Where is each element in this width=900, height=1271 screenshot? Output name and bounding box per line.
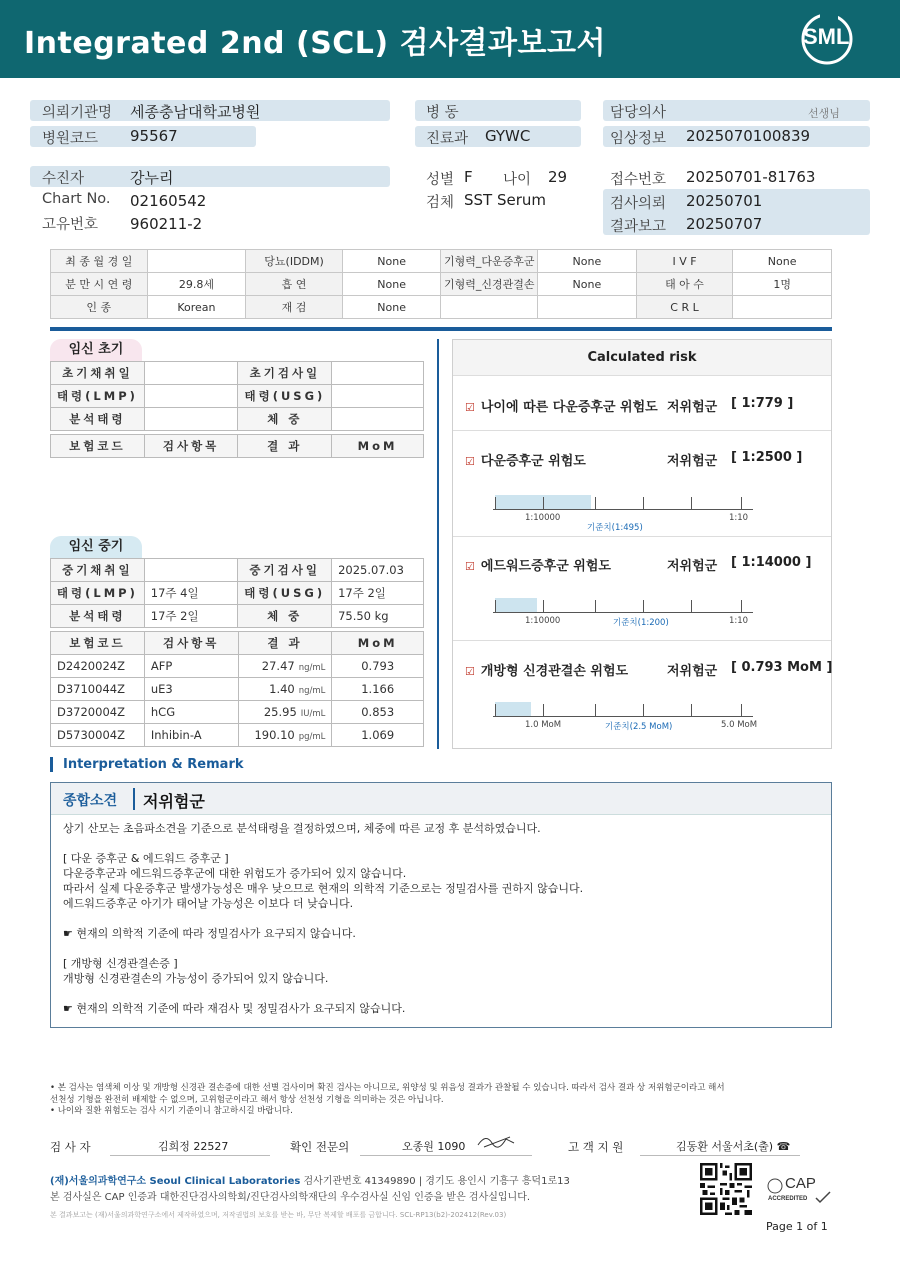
table-cell: 초기채취일 — [51, 362, 145, 385]
ward-label: 병 동 — [426, 105, 459, 121]
risk-grade: 저위험군 — [667, 454, 718, 469]
table-cell: 분석태령 — [51, 605, 145, 628]
table-cell: 75.50 kg — [332, 605, 424, 628]
mid-results-table — [50, 631, 424, 747]
table-cell: 초기검사일 — [238, 362, 332, 385]
summary-label: 종합소견 — [63, 793, 118, 809]
table-cell: 흡 연 — [246, 273, 343, 296]
scale-label-left: 1:10000 — [525, 513, 561, 523]
table-row — [51, 296, 832, 319]
result-unit: ng/mL — [298, 663, 326, 673]
scale-tick — [595, 600, 596, 612]
scale-reference: 기준치(2.5 MoM) — [605, 722, 673, 732]
risk-name: 에드워드증후군 위험도 — [480, 559, 611, 574]
patient-label: 수진자 — [42, 171, 85, 187]
table-row — [51, 408, 424, 431]
institution-label: 의뢰기관명 — [42, 105, 113, 121]
risk-title: Calculated risk — [453, 340, 831, 376]
table-row — [51, 582, 424, 605]
risk-name: 개방형 신경관결손 위험도 — [480, 664, 629, 679]
table-row — [51, 385, 424, 408]
patient-value: 강누리 — [130, 169, 174, 187]
table-cell — [144, 408, 238, 431]
risk-grade: 저위험군 — [667, 664, 718, 679]
age-value: 29 — [548, 168, 568, 186]
result-value: 1.40 — [269, 682, 295, 696]
scale-label-right: 1:10 — [729, 616, 749, 626]
risk-name: 나이에 따른 다운증후군 위험도 — [480, 400, 658, 415]
copyright-text: 본 결과보고는 (재)서울의과학연구소에서 제작하였으며, 저작권법의 보호를 받는 바, 무단 복제할 배포를 금합니다. SCL-RP13(b2)-202412(Rev.03) — [50, 1211, 507, 1219]
lab-name: (재)서울의과학연구소 Seoul Clinical Laboratories — [50, 1176, 301, 1187]
table-cell: 기형력_신경관결손 — [441, 273, 538, 296]
table-cell — [144, 362, 238, 385]
signature-line — [110, 1155, 270, 1156]
risk-bar — [495, 598, 537, 612]
note-line: • 본 검사는 염색체 이상 및 개방형 신경관 결손증에 대한 선별 검사이며 확진 검사는 아니므로, 위양성 및 위음성 결과가 관찰될 수 있습니다. 따라서 검사 결과 상 저위험군이라고 해서 — [50, 1083, 725, 1093]
summary-value: 저위험군 — [143, 792, 205, 811]
chart-value: 02160542 — [130, 192, 207, 210]
risk-item-edwards — [465, 555, 611, 574]
age-label: 나이 — [503, 172, 532, 188]
specimen-label: 검체 — [426, 195, 455, 211]
risk-scale-ntd — [493, 702, 773, 742]
table-header: 보험코드 — [51, 632, 145, 655]
table-header: 보험코드 — [51, 435, 145, 458]
early-info-table — [50, 361, 424, 431]
signature-line — [360, 1155, 532, 1156]
table-cell: 0.793 — [332, 655, 424, 678]
table-cell: 인 종 — [51, 296, 148, 319]
disclaimer-notes — [50, 1083, 832, 1118]
scale-label-left: 1.0 MoM — [525, 720, 562, 730]
table-cell: 17주 4일 — [144, 582, 238, 605]
table-cell: 29.8세 — [147, 273, 246, 296]
scale-tick — [643, 497, 644, 509]
support-label: 고 객 지 원 — [568, 1140, 624, 1154]
table-cell: Korean — [147, 296, 246, 319]
dept-label: 진료과 — [426, 131, 469, 147]
risk-scale-edwards — [493, 598, 773, 638]
table-cell: 태 아 수 — [636, 273, 733, 296]
hospital-code-label: 병원코드 — [42, 131, 99, 147]
doctor-label: 담당의사 — [610, 105, 667, 121]
interpretation-box — [50, 782, 832, 1028]
table-cell: None — [733, 250, 832, 273]
result-unit: IU/mL — [300, 709, 326, 719]
risk-value: [ 1:14000 ] — [731, 555, 812, 570]
checkbox-icon: ☑ — [465, 560, 475, 573]
table-cell: 태령(USG) — [238, 582, 332, 605]
interpretation-body: 상기 산모는 초음파소견을 기준으로 분석태령을 결정하였으며, 체중에 따른 교정 후 분석하였습니다. [ 다운 증후군 & 에드워드 증후군 ] 다운증후군과 에드워드증후군에 대한 위험도가 증가되어 있지 않습니다. 따라서 실제 다운증후군 발생가능성은 매우 낮으므로 현재의 의학적 기준으로는 정밀검사를 권하지 않습니다. 에드워드증후군 아기가 태어날 가능성은 이보다 더 낮습니다. ☛ 현재의 의학적 기준에 따라 정밀검사가 요구되지 않습니다. [ 개방형 신경관결손증 ] 개방형 신경관결손의 가능성이 증가되어 있지 않습니다. ☛ 현재의 의학적 기준에 따라 재검사 및 정밀검사가 요구되지 않습니다. — [63, 822, 584, 1015]
qr-code-icon — [700, 1163, 752, 1215]
page-number: Page 1 of 1 — [766, 1220, 828, 1233]
table-cell — [238, 724, 332, 747]
table-cell: hCG — [144, 701, 238, 724]
summary-divider — [133, 788, 135, 810]
specimen-value: SST Serum — [464, 191, 547, 209]
table-cell: 체 중 — [238, 605, 332, 628]
table-cell: 중기채취일 — [51, 559, 145, 582]
table-cell: None — [342, 296, 441, 319]
risk-value: [ 0.793 MoM ] — [731, 660, 833, 675]
specialist-value: 오종원 1090 — [402, 1140, 466, 1153]
table-cell: D3720004Z — [51, 701, 145, 724]
pregnancy-info-table — [50, 249, 832, 319]
table-cell — [238, 655, 332, 678]
clinical-value: 2025070100839 — [686, 127, 811, 145]
scale-label-right: 5.0 MoM — [721, 720, 758, 730]
table-cell: 0.853 — [332, 701, 424, 724]
scale-tick — [595, 497, 596, 509]
risk-divider — [453, 640, 831, 641]
column-divider — [437, 339, 439, 749]
table-cell: D5730004Z — [51, 724, 145, 747]
table-cell: Inhibin-A — [144, 724, 238, 747]
scale-tick — [495, 497, 496, 509]
table-cell: 분 만 시 연 령 — [51, 273, 148, 296]
risk-name: 다운증후군 위험도 — [480, 454, 586, 469]
scale-tick — [643, 600, 644, 612]
report-value: 20250707 — [686, 215, 763, 233]
signature-line — [640, 1155, 800, 1156]
risk-scale-down — [493, 495, 773, 535]
table-header: 결 과 — [238, 632, 332, 655]
scale-tick — [543, 497, 544, 509]
table-row — [51, 362, 424, 385]
table-cell: 기형력_다운증후군 — [441, 250, 538, 273]
scale-tick — [643, 704, 644, 716]
table-cell: 태령(LMP) — [51, 385, 145, 408]
scale-tick — [495, 600, 496, 612]
scale-tick — [691, 600, 692, 612]
scale-tick — [691, 704, 692, 716]
risk-divider — [453, 430, 831, 431]
cap-accredited-logo — [766, 1172, 836, 1206]
table-cell: 태령(LMP) — [51, 582, 145, 605]
table-header: 결 과 — [238, 435, 332, 458]
summary-header — [51, 783, 831, 815]
result-unit: pg/mL — [298, 732, 326, 742]
table-cell — [538, 296, 637, 319]
risk-bar — [495, 702, 531, 716]
table-row — [51, 701, 424, 724]
tester-value: 김희정 22527 — [158, 1140, 229, 1153]
table-cell: 17주 2일 — [144, 605, 238, 628]
table-cell: 체 중 — [238, 408, 332, 431]
table-cell: D3710044Z — [51, 678, 145, 701]
receipt-value: 20250701-81763 — [686, 168, 816, 186]
hospital-code-value: 95567 — [130, 127, 178, 145]
table-row — [51, 273, 832, 296]
report-label: 결과보고 — [610, 219, 667, 235]
dept-value: GYWC — [485, 127, 531, 145]
chart-label: Chart No. — [42, 191, 111, 207]
table-cell: 1명 — [733, 273, 832, 296]
risk-item-ntd — [465, 660, 628, 679]
cap-subtext: ACCREDITED — [768, 1196, 808, 1202]
scale-tick — [495, 704, 496, 716]
table-cell — [144, 385, 238, 408]
table-cell: 2025.07.03 — [332, 559, 424, 582]
table-cell: 분석태령 — [51, 408, 145, 431]
table-cell: I V F — [636, 250, 733, 273]
table-row — [51, 678, 424, 701]
table-cell: 중기검사일 — [238, 559, 332, 582]
table-cell: 1.069 — [332, 724, 424, 747]
table-cell — [332, 385, 424, 408]
table-cell: None — [538, 273, 637, 296]
scale-tick — [741, 600, 742, 612]
table-row — [51, 250, 832, 273]
table-cell: None — [538, 250, 637, 273]
risk-divider — [453, 536, 831, 537]
table-header: MoM — [332, 435, 424, 458]
doctor-suffix: 선생님 — [808, 107, 840, 120]
request-label: 검사의뢰 — [610, 196, 667, 212]
certification-text: 본 검사실은 CAP 인증과 대한진단검사의학회/진단검사의학재단의 우수검사실 신임 인증을 받은 검사실입니다. — [50, 1192, 531, 1203]
tester-label: 검 사 자 — [50, 1140, 91, 1154]
table-cell — [147, 250, 246, 273]
scale-reference: 기준치(1:200) — [613, 618, 669, 628]
result-value: 190.10 — [254, 728, 295, 742]
table-cell: 당뇨(IDDM) — [246, 250, 343, 273]
table-cell: AFP — [144, 655, 238, 678]
note-line: • 나이와 질환 위험도는 검사 시기 기준이니 참고하시길 바랍니다. — [50, 1106, 293, 1116]
table-cell: C R L — [636, 296, 733, 319]
specialist-label: 확인 전문의 — [290, 1140, 350, 1154]
table-header: 검사항목 — [144, 435, 238, 458]
scale-tick — [741, 704, 742, 716]
mid-title: 임신 중기 — [50, 536, 142, 558]
table-cell: None — [342, 250, 441, 273]
table-row — [51, 655, 424, 678]
scale-tick — [741, 497, 742, 509]
request-value: 20250701 — [686, 192, 763, 210]
receipt-label: 접수번호 — [610, 172, 667, 188]
scale-label-right: 1:10 — [729, 513, 749, 523]
scale-axis — [493, 716, 753, 717]
scale-axis — [493, 509, 753, 510]
institution-value: 세종충남대학교병원 — [130, 103, 261, 121]
table-cell — [733, 296, 832, 319]
scale-tick — [595, 704, 596, 716]
table-cell: 재 검 — [246, 296, 343, 319]
scale-reference: 기준치(1:495) — [587, 523, 643, 533]
report-title: Integrated 2nd (SCL) 검사결과보고서 — [24, 26, 606, 61]
scale-tick — [691, 497, 692, 509]
interpretation-title: Interpretation & Remark — [50, 757, 244, 772]
table-row — [51, 559, 424, 582]
result-value: 25.95 — [263, 705, 297, 719]
table-cell: 17주 2일 — [332, 582, 424, 605]
mid-info-table — [50, 558, 424, 628]
id-label: 고유번호 — [42, 217, 99, 233]
table-row — [51, 605, 424, 628]
result-unit: ng/mL — [298, 686, 326, 696]
table-cell — [144, 559, 238, 582]
checkbox-icon: ☑ — [465, 665, 475, 678]
logo-text: SML — [803, 24, 850, 49]
table-row — [51, 632, 424, 655]
scale-tick — [543, 704, 544, 716]
table-cell: uE3 — [144, 678, 238, 701]
table-cell — [238, 701, 332, 724]
risk-item-down — [465, 450, 586, 469]
table-row — [51, 435, 424, 458]
calculated-risk-panel — [452, 339, 832, 749]
cap-text: CAP — [785, 1175, 816, 1192]
support-value: 김동환 서울서초(출) ☎ — [676, 1140, 791, 1153]
table-header: 검사항목 — [144, 632, 238, 655]
early-title: 임신 초기 — [50, 339, 142, 361]
clinical-label: 임상정보 — [610, 131, 667, 147]
table-cell: D2420024Z — [51, 655, 145, 678]
table-cell: 최 종 월 경 일 — [51, 250, 148, 273]
section-divider — [50, 327, 832, 331]
table-row — [51, 724, 424, 747]
table-cell — [332, 408, 424, 431]
table-header: MoM — [332, 632, 424, 655]
result-value: 27.47 — [261, 659, 295, 673]
risk-value: [ 1:779 ] — [731, 396, 794, 411]
checkbox-icon: ☑ — [465, 401, 475, 414]
table-cell: 태령(USG) — [238, 385, 332, 408]
early-results-table — [50, 434, 424, 458]
id-value: 960211-2 — [130, 215, 203, 233]
sex-value: F — [464, 168, 473, 186]
table-cell — [332, 362, 424, 385]
table-cell — [441, 296, 538, 319]
scale-label-left: 1:10000 — [525, 616, 561, 626]
risk-grade: 저위험군 — [667, 559, 718, 574]
scale-axis — [493, 612, 753, 613]
sex-label: 성별 — [426, 172, 455, 188]
signature-icon — [476, 1131, 516, 1151]
scale-tick — [543, 600, 544, 612]
checkbox-icon: ☑ — [465, 455, 475, 468]
table-cell: None — [342, 273, 441, 296]
lab-info — [50, 1172, 570, 1187]
risk-item-age-down — [465, 396, 658, 415]
table-cell — [238, 678, 332, 701]
note-line: 선천성 기형을 완전히 배제할 수 없으며, 고위험군이라고 해서 항상 선천성 기형을 의미하는 것은 아닙니다. — [50, 1094, 444, 1105]
lab-address: 검사기관번호 41349890 | 경기도 용인시 기흥구 흥덕1로13 — [300, 1176, 570, 1187]
risk-value: [ 1:2500 ] — [731, 450, 803, 465]
report-header — [0, 0, 900, 78]
table-cell: 1.166 — [332, 678, 424, 701]
risk-grade: 저위험군 — [667, 400, 718, 415]
